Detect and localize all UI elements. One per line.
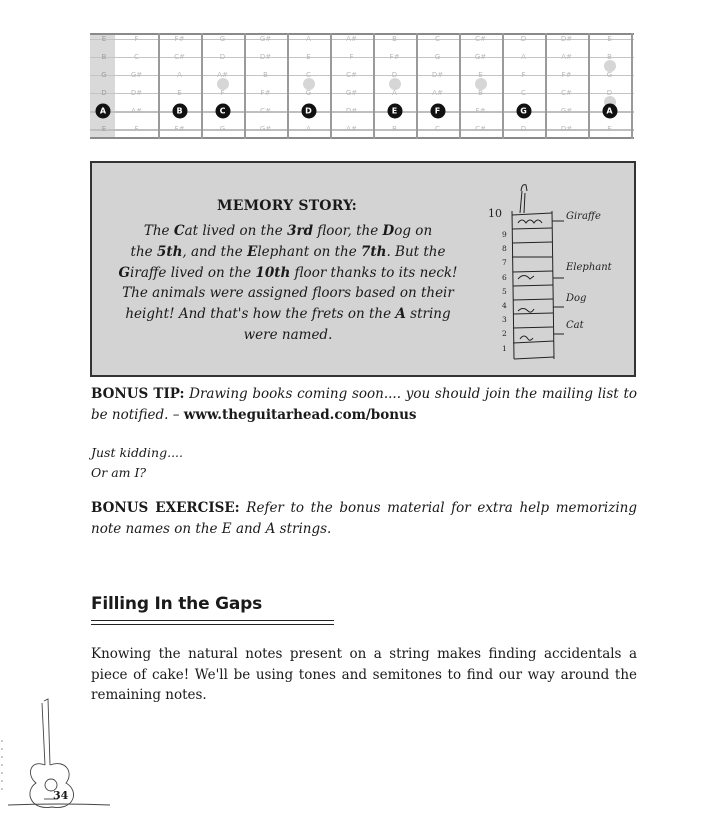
fret-note-label: C bbox=[435, 35, 440, 43]
bonus-exercise: BONUS EXERCISE: Refer to the bonus material for extra help memorizing note names on the E and A strings. bbox=[91, 500, 637, 537]
floor-line bbox=[512, 213, 552, 215]
fret-note-label: A# bbox=[217, 71, 228, 79]
fret-note-label: B bbox=[392, 35, 397, 43]
fret-note-label: D bbox=[520, 35, 527, 43]
fret-note-label: G# bbox=[130, 71, 143, 79]
fret-note-label: B bbox=[263, 71, 268, 79]
fret-note-label: F# bbox=[174, 35, 185, 43]
open-a-marker: A bbox=[96, 104, 111, 119]
fret-note-label: D# bbox=[560, 125, 573, 133]
fret-note-label: C bbox=[435, 125, 440, 133]
fret-line bbox=[244, 33, 246, 139]
floor-number: 8 bbox=[502, 244, 507, 253]
string-line bbox=[90, 129, 634, 131]
memory-story-box bbox=[90, 161, 636, 377]
elephant-room-doodle bbox=[518, 276, 534, 280]
fret-note-label: C# bbox=[260, 107, 271, 115]
decor-dot bbox=[1, 780, 3, 782]
note-marker-g: G bbox=[516, 104, 531, 119]
fret-line bbox=[502, 33, 504, 139]
fret-note-label: F# bbox=[389, 53, 400, 61]
fret-note-label: C# bbox=[561, 89, 572, 97]
fret-note-label: F bbox=[349, 53, 354, 61]
dog-initial: D bbox=[382, 223, 395, 239]
floor-line bbox=[513, 327, 553, 328]
aside-note bbox=[91, 443, 183, 483]
fret-note-label: G# bbox=[560, 107, 573, 115]
floor-10th: 10th bbox=[255, 264, 291, 281]
fret-line bbox=[459, 33, 461, 139]
fret-note-label: D# bbox=[431, 71, 444, 79]
fret-line bbox=[330, 33, 332, 139]
fret-note-label: G bbox=[219, 35, 226, 43]
fret-note-label: F bbox=[521, 71, 526, 79]
fret-note-label: C# bbox=[475, 35, 486, 43]
fret-note-label: G# bbox=[474, 53, 487, 61]
floor-number: 3 bbox=[502, 315, 507, 324]
floor-line bbox=[512, 242, 552, 243]
building-sketch bbox=[484, 177, 634, 375]
decor-dot bbox=[1, 740, 3, 742]
bonus-exercise-label: BONUS EXERCISE: bbox=[91, 500, 240, 516]
fret-note-label: D# bbox=[259, 53, 272, 61]
fret-note-label: A# bbox=[346, 35, 357, 43]
fret-note-label: D# bbox=[130, 89, 143, 97]
fret-note-label: F bbox=[134, 35, 139, 43]
floor-line bbox=[513, 271, 553, 272]
note-marker-b: B bbox=[172, 104, 187, 119]
bonus-tip-text: Drawing books coming soon.... you should join the mailing list to be notified. – bbox=[91, 386, 637, 423]
fret-note-label: D# bbox=[560, 35, 573, 43]
floor-number: 6 bbox=[502, 273, 507, 282]
fret-note-label: D bbox=[520, 125, 527, 133]
fret-note-label: C# bbox=[174, 53, 185, 61]
guitar-neck bbox=[42, 703, 45, 765]
memory-story-text: The Cat lived on the 3rd floor, the Dog on the 5th, and the Elephant on the 7th. But the Giraffe lived on the 10th floor thanks to its neck! The animals were assigned floors based on their height! And that's how the frets on the A string were named. bbox=[118, 223, 458, 343]
giraffe-room-doodle bbox=[518, 220, 542, 223]
fret-note-label: F# bbox=[260, 89, 271, 97]
decor-dot bbox=[1, 764, 3, 766]
fret-note-label: F# bbox=[174, 125, 185, 133]
floor-7th: 7th bbox=[360, 243, 387, 260]
string-line bbox=[90, 93, 634, 94]
floor-number: 4 bbox=[502, 301, 507, 310]
fret-note-label: E bbox=[478, 71, 483, 79]
floor-line bbox=[513, 313, 553, 314]
fret-note-label: A# bbox=[561, 53, 572, 61]
heading-rule bbox=[91, 624, 334, 625]
floor-5th: 5th bbox=[156, 243, 183, 260]
fret-note-label: B bbox=[392, 125, 397, 133]
note-marker-c: C bbox=[215, 104, 230, 119]
fret-note-label: A bbox=[306, 35, 311, 43]
fret-note-label: A bbox=[521, 53, 526, 61]
open-string-label: B bbox=[101, 53, 107, 61]
note-marker-d: D bbox=[301, 104, 316, 119]
cat-initial: C bbox=[173, 223, 185, 239]
fret-note-label: E bbox=[177, 89, 182, 97]
decor-dot bbox=[1, 788, 3, 790]
fretboard-edge bbox=[90, 137, 634, 139]
fret-note-label: A# bbox=[131, 107, 142, 115]
fret-line bbox=[373, 33, 375, 139]
giraffe-neck-doodle bbox=[520, 185, 527, 213]
floor-line bbox=[513, 285, 553, 286]
floor-number: 10 bbox=[488, 207, 502, 220]
sketch-label-dog: Dog bbox=[566, 293, 587, 304]
floor-number: 2 bbox=[502, 329, 507, 338]
floor-line bbox=[514, 357, 554, 359]
note-marker-f: F bbox=[430, 104, 445, 119]
fret-note-label: A# bbox=[432, 89, 443, 97]
bonus-tip bbox=[91, 384, 637, 425]
fret-note-label: A bbox=[392, 89, 397, 97]
sketch-label-cat: Cat bbox=[566, 320, 584, 331]
fret-note-label: D bbox=[219, 53, 226, 61]
fretboard-diagram bbox=[90, 33, 634, 139]
fret-note-label: E bbox=[607, 35, 612, 43]
fret-note-label: G bbox=[219, 125, 226, 133]
section-heading: Filling In the Gaps bbox=[91, 594, 263, 614]
fret-note-label: G bbox=[434, 53, 441, 61]
fret-note-label: C bbox=[521, 89, 526, 97]
fret-line bbox=[588, 33, 590, 139]
fretboard-nut bbox=[90, 33, 115, 139]
page-number: 34 bbox=[53, 789, 69, 802]
fret-note-label: C# bbox=[346, 71, 357, 79]
open-string-label: E bbox=[101, 35, 107, 43]
sketch-label-giraffe: Giraffe bbox=[566, 211, 601, 222]
floor-line bbox=[513, 341, 554, 343]
aside-line-1: Just kidding.... bbox=[91, 445, 183, 460]
floor-number: 5 bbox=[502, 287, 507, 296]
fret-line bbox=[287, 33, 289, 139]
string-line bbox=[90, 39, 634, 40]
open-string-label: G bbox=[101, 71, 107, 79]
fret-note-label: C bbox=[134, 53, 139, 61]
fretboard-edge bbox=[90, 33, 634, 35]
sketch-label-elephant: Elephant bbox=[566, 262, 612, 273]
building-left-wall bbox=[512, 211, 514, 359]
fret-note-label: G bbox=[305, 89, 312, 97]
floor-number: 9 bbox=[502, 230, 507, 239]
fret-note-label: F bbox=[134, 125, 139, 133]
fret-note-label: G# bbox=[345, 89, 358, 97]
fret-note-label: G# bbox=[259, 35, 272, 43]
fret-note-label: A# bbox=[346, 125, 357, 133]
fret-note-label: E bbox=[607, 125, 612, 133]
aside-line-2: Or am I? bbox=[91, 465, 147, 480]
fret-note-label: G bbox=[606, 71, 613, 79]
cat-room-doodle bbox=[520, 336, 533, 340]
fret-line bbox=[158, 33, 160, 139]
floor-3rd: 3rd bbox=[287, 223, 314, 239]
open-string-label: E bbox=[101, 125, 107, 133]
heading-rule bbox=[91, 620, 334, 621]
bonus-tip-label: BONUS TIP: bbox=[91, 386, 185, 402]
footer-line bbox=[8, 804, 110, 805]
fret-line bbox=[201, 33, 203, 139]
fret-note-label: F# bbox=[475, 107, 486, 115]
bonus-tip-link[interactable]: www.theguitarhead.com/bonus bbox=[183, 406, 417, 423]
fret-note-label: C bbox=[306, 71, 311, 79]
floor-number: 7 bbox=[502, 258, 507, 267]
fret-note-label: F# bbox=[561, 71, 572, 79]
fret-line bbox=[631, 33, 633, 139]
fret-note-label: G# bbox=[259, 125, 272, 133]
fret-note-label: E bbox=[306, 53, 311, 61]
fret-line bbox=[416, 33, 418, 139]
floor-line bbox=[512, 228, 552, 229]
note-marker-e: E bbox=[387, 104, 402, 119]
floor-line bbox=[513, 299, 553, 300]
fret-note-label: B bbox=[607, 53, 612, 61]
fret-note-label: D bbox=[606, 89, 613, 97]
dog-room-doodle bbox=[518, 309, 534, 313]
decor-dot bbox=[1, 772, 3, 774]
fret-line bbox=[545, 33, 547, 139]
giraffe-initial: G bbox=[118, 264, 131, 281]
fret-note-label: D bbox=[391, 71, 398, 79]
elephant-initial: E bbox=[247, 243, 258, 260]
fret-note-label: A bbox=[306, 125, 311, 133]
fret-note-label: C# bbox=[475, 125, 486, 133]
floor-number: 1 bbox=[502, 344, 507, 353]
string-line bbox=[90, 75, 634, 76]
open-string-label: D bbox=[101, 89, 107, 97]
fret-note-label: D# bbox=[345, 107, 358, 115]
decor-dot bbox=[1, 756, 3, 758]
string-line bbox=[90, 57, 634, 58]
section-body: Knowing the natural notes present on a string makes finding accidentals a piece of cake! We'll be using tones and semitones to find our way around the remaining notes. bbox=[91, 646, 637, 703]
fret-note-label: F bbox=[220, 89, 225, 97]
fret-note-label: A bbox=[177, 71, 182, 79]
memory-story-title: MEMORY STORY: bbox=[217, 198, 357, 214]
fret-note-label: B bbox=[478, 89, 483, 97]
a-string-letter: A bbox=[395, 306, 406, 323]
note-marker-a: A bbox=[602, 104, 617, 119]
decor-dot bbox=[1, 748, 3, 750]
